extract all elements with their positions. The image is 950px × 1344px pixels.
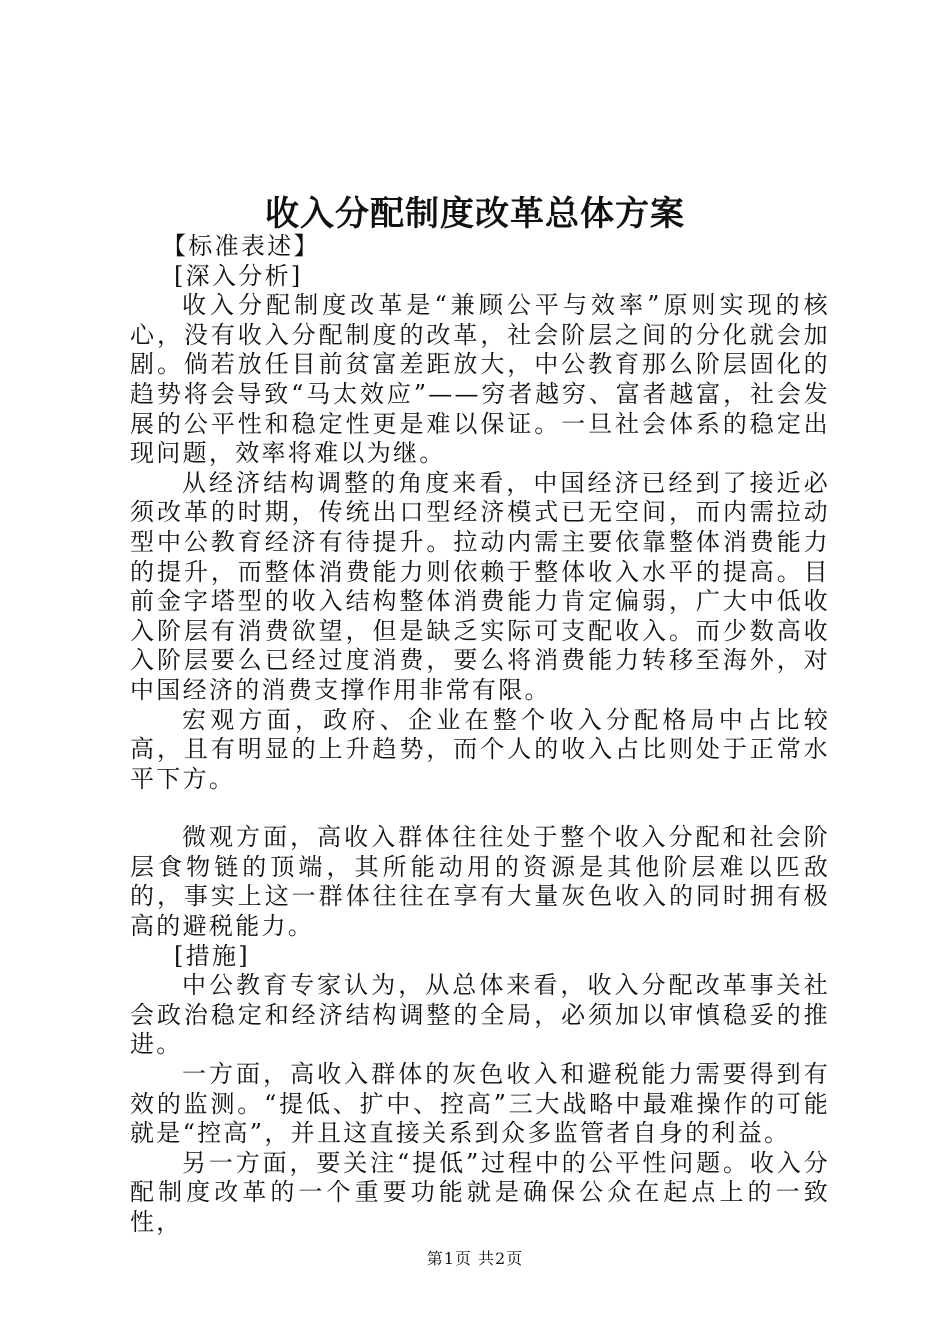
document-title: 收入分配制度改革总体方案 (265, 194, 685, 234)
section-label-measures: [措施] (174, 941, 250, 970)
paragraph-macro: 宏观方面，政府、企业在整个收入分配格局中占比较高，且有明显的上升趋势，而个人的收入占比则处于正常水平下方。 (130, 705, 830, 793)
document-body (130, 232, 830, 1238)
page-number-footer: 第1页 共2页 (426, 1249, 524, 1268)
paragraph-gap (130, 794, 830, 823)
paragraph-economic-structure: 从经济结构调整的角度来看，中国经济已经到了接近必须改革的时期，传统出口型经济模式已无空间，而内需拉动型中公教育经济有待提升。拉动内需主要依靠整体消费能力的提升，而整体消费能力则依赖于整体收入水平的提高。目前金字塔型的收入结构整体消费能力肯定偏弱，广大中低收入阶层有消费欲望，但是缺乏实际可支配收入。而少数高收入阶层要么已经过度消费，要么将消费能力转移至海外，对中国经济的消费支撑作用非常有限。 (130, 468, 830, 704)
paragraph-micro: 微观方面，高收入群体往往处于整个收入分配和社会阶层食物链的顶端，其所能动用的资源是其他阶层难以匹敌的，事实上这一群体往往在享有大量灰色收入的同时拥有极高的避税能力。 (130, 823, 830, 941)
paragraph-expert-view: 中公教育专家认为，从总体来看，收入分配改革事关社会政治稳定和经济结构调整的全局，必须加以审慎稳妥的推进。 (130, 971, 830, 1059)
section-label-analysis: [深入分析] (174, 261, 303, 290)
paragraph-first-aspect: 一方面，高收入群体的灰色收入和避税能力需要得到有效的监测。“提低、扩中、控高”三大战略中最难操作的可能就是“控高”，并且这直接关系到众多监管者自身的利益。 (130, 1060, 830, 1148)
paragraph-second-aspect: 另一方面，要关注“提低”过程中的公平性问题。收入分配制度改革的一个重要功能就是确保公众在起点上的一致性， (130, 1148, 830, 1236)
section-label-standard: 【标准表述】 (162, 232, 320, 260)
paragraph-core-principle: 收入分配制度改革是“兼顾公平与效率”原则实现的核心，没有收入分配制度的改革，社会阶层之间的分化就会加剧。倘若放任目前贫富差距放大，中公教育那么阶层固化的趋势将会导致“马太效应”——穷者越穷、富者越富，社会发展的公平性和稳定性更是难以保证。一旦社会体系的稳定出现问题，效率将难以为继。 (130, 291, 830, 468)
